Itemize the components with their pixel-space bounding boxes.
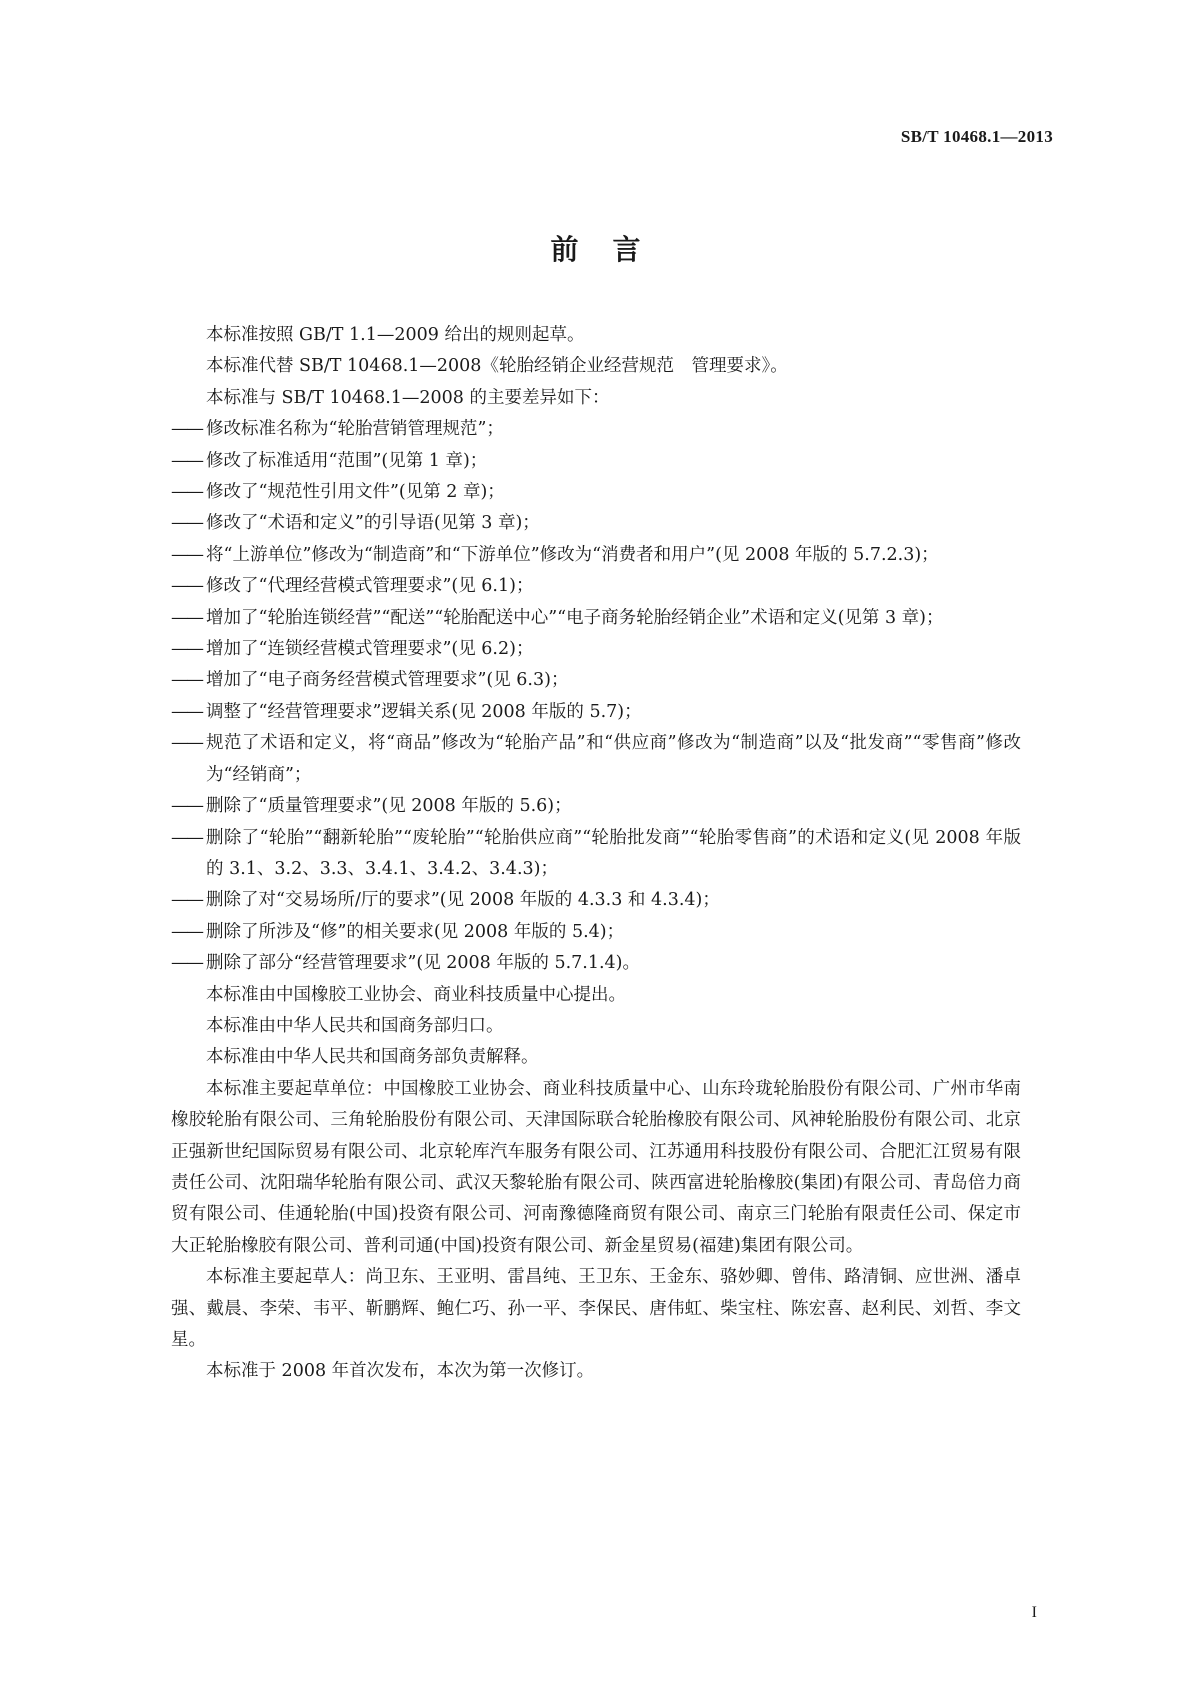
change-text: 调整了“经营管理要求”逻辑关系(见 2008 年版的 5.7)； <box>206 701 642 722</box>
dash-mark: —— <box>171 544 202 565</box>
change-text: 删除了“质量管理要求”(见 2008 年版的 5.6)； <box>206 796 572 817</box>
paragraph: 本标准按照 GB/T 1.1—2009 给出的规则起草。 <box>206 325 585 345</box>
change-text: 修改了“代理经营模式管理要求”(见 6.1)； <box>206 576 534 597</box>
document-body <box>171 320 1021 1388</box>
change-item <box>171 446 1021 477</box>
dash-mark: —— <box>171 890 202 911</box>
change-text: 修改了“规范性引用文件”(见第 2 章)； <box>206 482 505 503</box>
standard-code: SB/T 10468.1—2013 <box>900 127 1053 146</box>
change-text: 将“上游单位”修改为“制造商”和“下游单位”修改为“消费者和用户”(见 2008 年版的 5.7.2.3)； <box>206 544 939 565</box>
page-number: I <box>1031 1604 1037 1621</box>
change-item <box>171 917 1021 948</box>
change-item <box>171 885 1021 916</box>
drafters-paragraph: 本标准主要起草人：尚卫东、王亚明、雷昌纯、王卫东、王金东、骆妙卿、曾伟、路清铜、应世洲、潘卓强、戴晨、李荣、韦平、靳鹏辉、鲍仁巧、孙一平、李保民、唐伟虹、柴宝柱、陈宏喜、赵利民、刘哲、李文星。 <box>171 1267 1021 1350</box>
dash-mark: —— <box>171 827 202 848</box>
change-text: 删除了部分“经营管理要求”(见 2008 年版的 5.7.1.4)。 <box>206 953 640 974</box>
change-item <box>171 634 1021 665</box>
change-text: 修改了“术语和定义”的引导语(见第 3 章)； <box>206 513 540 534</box>
paragraph: 本标准由中华人民共和国商务部归口。 <box>206 1015 504 1036</box>
change-text: 增加了“电子商务经营模式管理要求”(见 6.3)； <box>206 670 569 691</box>
change-item <box>171 477 1021 508</box>
dash-mark: —— <box>171 450 202 471</box>
paragraph: 本标准由中国橡胶工业协会、商业科技质量中心提出。 <box>206 984 626 1005</box>
change-item <box>171 665 1021 696</box>
dash-mark: —— <box>171 796 202 817</box>
change-item <box>171 414 1021 445</box>
change-item <box>171 948 1021 979</box>
change-item <box>171 540 1021 571</box>
change-item <box>171 603 1021 634</box>
change-item <box>171 571 1021 602</box>
change-text: 增加了“轮胎连锁经营”“配送”“轮胎配送中心”“电子商务轮胎经销企业”术语和定义(见第 3 章)； <box>206 607 944 628</box>
paragraph: 本标准由中华人民共和国商务部负责解释。 <box>206 1047 539 1068</box>
dash-mark: —— <box>171 733 202 754</box>
dash-mark: —— <box>171 419 202 440</box>
change-text: 删除了“轮胎”“翻新轮胎”“废轮胎”“轮胎供应商”“轮胎批发商”“轮胎零售商”的术语和定义(见 2008 年版的 3.1、3.2、3.3、3.4.1、3.4.2、3.4.3)； <box>206 827 1021 879</box>
page-title: 前言 <box>550 233 675 266</box>
change-item <box>171 728 1021 791</box>
dash-mark: —— <box>171 953 202 974</box>
change-text: 删除了所涉及“修”的相关要求(见 2008 年版的 5.4)； <box>206 921 625 942</box>
change-item <box>171 791 1021 822</box>
change-text: 修改了标准适用“范围”(见第 1 章)； <box>206 450 488 471</box>
dash-mark: —— <box>171 513 202 534</box>
dash-mark: —— <box>171 639 202 660</box>
dash-mark: —— <box>171 607 202 628</box>
change-text: 规范了术语和定义，将“商品”修改为“轮胎产品”和“供应商”修改为“制造商”以及“批发商”“零售商”修改为“经销商”； <box>206 733 1021 785</box>
paragraph: 本标准与 SB/T 10468.1—2008 的主要差异如下： <box>206 387 610 408</box>
change-text: 修改标准名称为“轮胎营销管理规范”； <box>206 419 504 440</box>
dash-mark: —— <box>171 576 202 597</box>
change-item <box>171 697 1021 728</box>
change-text: 删除了对“交易场所/厅的要求”(见 2008 年版的 4.3.3 和 4.3.4)； <box>206 890 720 911</box>
dash-mark: —— <box>171 701 202 722</box>
paragraph: 本标准代替 SB/T 10468.1—2008《轮胎经销企业经营规范 管理要求》。 <box>206 356 788 377</box>
change-item <box>171 508 1021 539</box>
dash-mark: —— <box>171 670 202 691</box>
change-item <box>171 823 1021 886</box>
dash-mark: —— <box>171 482 202 503</box>
change-text: 增加了“连锁经营模式管理要求”(见 6.2)； <box>206 639 534 660</box>
drafting-units-paragraph: 本标准主要起草单位：中国橡胶工业协会、商业科技质量中心、山东玲珑轮胎股份有限公司、广州市华南橡胶轮胎有限公司、三角轮胎股份有限公司、天津国际联合轮胎橡胶有限公司、风神轮胎股份有限公司、北京正强新世纪国际贸易有限公司、北京轮库汽车服务有限公司、江苏通用科技股份有限公司、合肥汇江贸易有限责任公司、沈阳瑞华轮胎有限公司、武汉天黎轮胎有限公司、陕西富进轮胎橡胶(集团)有限公司、青岛倍力商贸有限公司、佳通轮胎(中国)投资有限公司、河南豫德隆商贸有限公司、南京三门轮胎有限责任公司、保定市大正轮胎橡胶有限公司、普利司通(中国)投资有限公司、新金星贸易(福建)集团有限公司。 <box>171 1078 1021 1256</box>
paragraph: 本标准于 2008 年首次发布，本次为第一次修订。 <box>206 1361 595 1382</box>
dash-mark: —— <box>171 921 202 942</box>
